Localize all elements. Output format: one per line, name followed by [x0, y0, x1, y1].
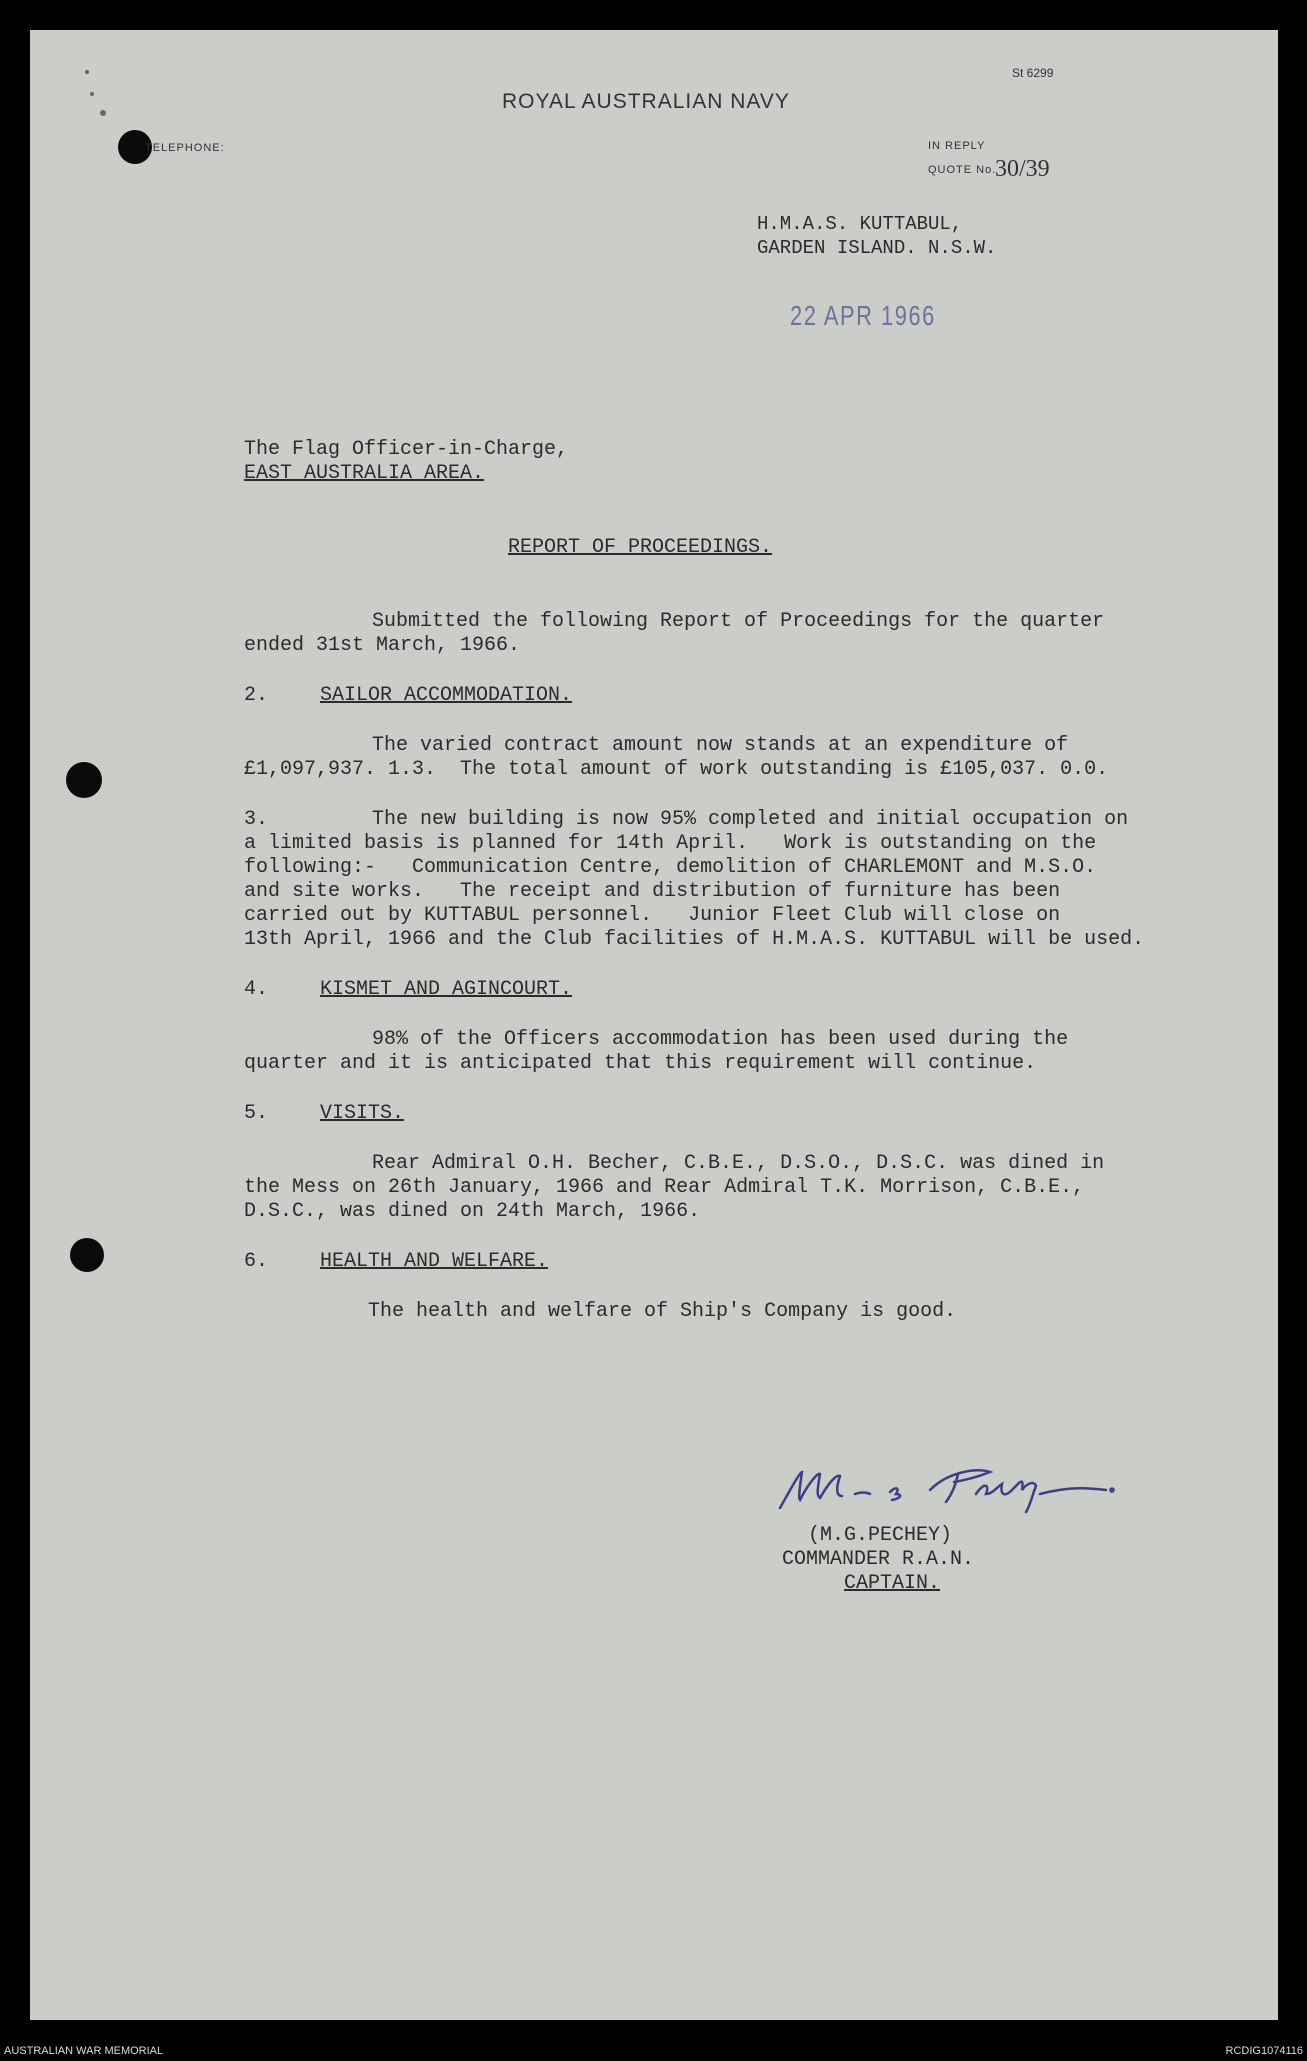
punch-hole — [70, 1238, 104, 1272]
section-line: £1,097,937. 1.3. The total amount of work outstanding is £105,037. 0.0. — [244, 758, 1109, 781]
paper-mark — [100, 110, 106, 116]
quote-label: QUOTE No. — [928, 164, 997, 176]
in-reply-label: IN REPLY — [928, 140, 986, 152]
address-line: GARDEN ISLAND. N.S.W. — [757, 237, 997, 259]
intro-line: ended 31st March, 1966. — [244, 634, 521, 657]
section-line: 98% of the Officers accommodation has been used during the — [372, 1028, 1069, 1051]
section-line: The new building is now 95% completed and initial occupation on — [372, 808, 1129, 831]
signatory-rank: COMMANDER R.A.N. — [782, 1548, 975, 1571]
paper-mark — [85, 70, 89, 74]
recipient-area: EAST AUSTRALIA AREA. — [244, 462, 485, 485]
signatory-title: CAPTAIN. — [844, 1572, 941, 1595]
punch-hole — [66, 762, 102, 798]
section-line: Rear Admiral O.H. Becher, C.B.E., D.S.O., D.S.C. was dined in — [372, 1152, 1105, 1175]
section-heading: SAILOR ACCOMMODATION. — [320, 684, 573, 707]
paper-mark — [90, 92, 94, 96]
section-line: The health and welfare of Ship's Company is good. — [368, 1300, 957, 1323]
date-stamp: 22 APR 1966 — [790, 300, 936, 331]
section-heading: HEALTH AND WELFARE. — [320, 1250, 549, 1273]
section-line: The varied contract amount now stands at an expenditure of — [372, 734, 1069, 757]
section-number: 3. — [244, 808, 269, 831]
section-line: carried out by KUTTABUL personnel. Junior Fleet Club will close on — [244, 904, 1061, 927]
section-line: 13th April, 1966 and the Club facilities of H.M.A.S. KUTTABUL will be used. — [244, 928, 1145, 951]
section-heading: VISITS. — [320, 1102, 405, 1125]
footer-credit: AUSTRALIAN WAR MEMORIAL — [4, 2045, 164, 2057]
section-line: D.S.C., was dined on 24th March, 1966. — [244, 1200, 701, 1223]
section-line: a limited basis is planned for 14th April. Work is outstanding on the — [244, 832, 1097, 855]
subject-heading: REPORT OF PROCEEDINGS. — [508, 536, 773, 559]
section-line: and site works. The receipt and distribution of furniture has been — [244, 880, 1061, 903]
section-line: quarter and it is anticipated that this requirement will continue. — [244, 1052, 1037, 1075]
handwritten-signature — [740, 1450, 1160, 1530]
section-number: 6. — [244, 1250, 269, 1273]
intro-line: Submitted the following Report of Proceedings for the quarter — [372, 610, 1105, 633]
signatory-name: (M.G.PECHEY) — [808, 1524, 953, 1547]
section-heading: KISMET AND AGINCOURT. — [320, 978, 573, 1001]
quote-number: 30/39 — [995, 156, 1050, 182]
address-line: H.M.A.S. KUTTABUL, — [757, 213, 963, 235]
section-line: following:- Communication Centre, demolition of CHARLEMONT and M.S.O. — [244, 856, 1097, 879]
section-line: the Mess on 26th January, 1966 and Rear Admiral T.K. Morrison, C.B.E., — [244, 1176, 1085, 1199]
telephone-label: TELEPHONE: — [145, 142, 225, 154]
recipient-line: The Flag Officer-in-Charge, — [244, 438, 569, 461]
sender-address — [757, 212, 996, 260]
letterhead-title: ROYAL AUSTRALIAN NAVY — [502, 90, 790, 113]
footer-id: RCDIG1074116 — [1225, 2045, 1303, 2057]
form-number: St 6299 — [1012, 66, 1054, 80]
section-number: 4. — [244, 978, 269, 1001]
section-number: 2. — [244, 684, 269, 707]
document-page — [30, 30, 1278, 2020]
section-number: 5. — [244, 1102, 269, 1125]
